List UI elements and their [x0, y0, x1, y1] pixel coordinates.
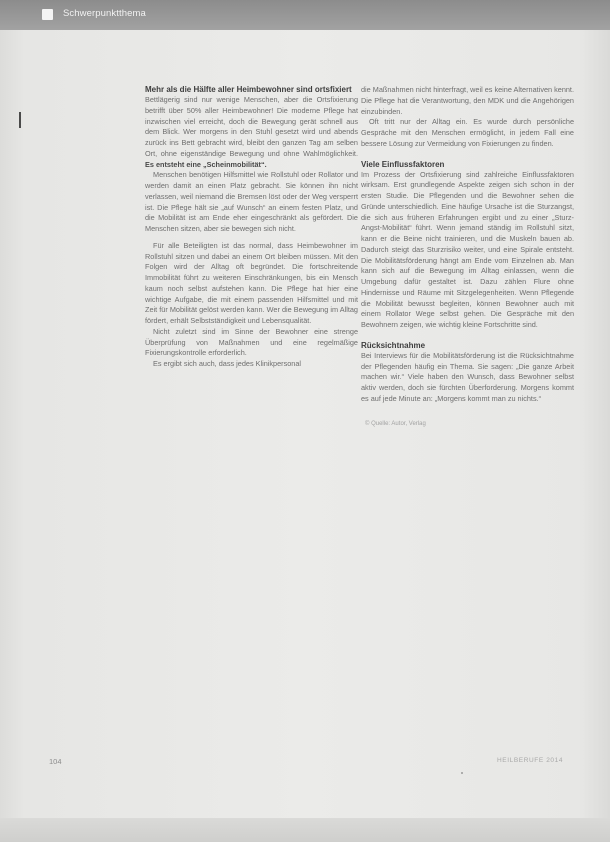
right-paragraph-3: Im Prozess der Ortsfixierung sind zahlreiche Einflussfaktoren wirksam. Erst grundlegende Aspekte zeigen sich schon in der ersten Studie. Die Pflegenden und die Bewohner sehen die Gründe unterschiedlich. Eine häufige Ursache ist die Sturzangst, die sich aus früheren Erfahrungen ergibt und zu einer „Sturz-Angst-Mobilität“ führt. Wenn jemand ständig im Rollstuhl sitzt, kann er die Beine nicht trainieren, und die Muskeln bauen ab. Dadurch steigt das Sturzrisiko weiter, und eine Spirale entsteht. Die Mobilitätsförderung hängt am Ende vom Einzelnen ab. Man kann sich auf die Bewegung im Alltag einlassen, wenn die Umgebung dafür gestaltet ist. Dazu zählen Flure ohne Hindernisse und Räume mit Sitzgelegenheiten. Wenn Pflegende die Mobilität bewusst begleiten, können Bewohner auch mit einem Rollator Wege selbst gehen. Die Gespräche mit den Bewohnern zeigen, wie wichtig kleine Fortschritte sind. — [361, 169, 574, 329]
section-title: Schwerpunktthema — [63, 8, 146, 19]
section-square-icon — [42, 9, 53, 20]
left-paragraph-1 — [145, 95, 358, 170]
scan-bottom-edge — [0, 818, 610, 842]
right-heading-consideration: Rücksichtnahme — [361, 340, 426, 350]
right-paragraph-4: Bei Interviews für die Mobilitätsförderung ist die Rücksichtnahme der Pflegenden häufig ein Thema. Sie sagen: „Die ganze Arbeit machen wir.“ Viele haben den Wunsch, dass Bewohner selbst aktiv werden, doch sie fürchten Überforderung. Morgens kommt es auf jede Minute an: „Morgens kommt man zu nichts.“ — [361, 350, 574, 403]
left-paragraph-1-emphasis: Es entsteht eine „Scheinmobilität“. — [145, 159, 267, 169]
right-paragraph-1: die Maßnahmen nicht hinterfragt, weil es keine Alternativen kennt. Die Pflege hat die Verantwortung, den MDK und die Angehörigen einzubinden. — [361, 85, 574, 116]
left-column — [145, 84, 358, 370]
page-number: 104 — [49, 757, 62, 766]
margin-mark — [19, 112, 21, 128]
source-credit: © Quelle: Autor, Verlag — [365, 420, 426, 427]
scan-speck — [461, 772, 463, 774]
left-paragraph-2: Menschen benötigen Hilfsmittel wie Rollstuhl oder Rollator und werden damit an einen Platz gebracht. Sie können ihn nicht verlassen, weil niemand die Bremsen löst oder der Weg versperrt ist. Die Pflege hält sie „auf Wunsch“ an einem festen Platz, und die Mobilität ist am Ende eher eingeschränkt als gefördert. Die Menschen sitzen, aber sie bewegen sich nicht. — [145, 170, 358, 233]
right-column — [361, 85, 574, 429]
left-paragraph-1-text: Bettlägerig sind nur wenige Menschen, aber die Ortsfixierung betrifft über 50% aller Heimbewohner! Die moderne Pflege hat inzwischen viel erreicht, doch die Bewegung gerät schnell aus dem Blick. Wer morgens in den Stuhl gesetzt wird und abends zurück ins Bett gebracht wird, bleibt den ganzen Tag am selben Ort, ohne eigenständige Bewegung und ohne Wahlmöglichkeit. — [145, 95, 358, 158]
publication-name: HEILBERUFE 2014 — [497, 757, 564, 764]
section-header-band — [0, 0, 610, 30]
right-paragraph-2: Oft tritt nur der Alltag ein. Es wurde durch persönliche Gespräche mit den Menschen ermöglicht, in jedem Fall eine bessere Lösung zur Vermeidung von Fixierungen zu finden. — [361, 117, 574, 148]
left-paragraph-3: Für alle Beteiligten ist das normal, dass Heimbewohner im Rollstuhl sitzen und dabei an einem Ort bleiben müssen. Mit den Folgen wird der Alltag oft begründet. Die fortschreitende Immobilität führt zu weiteren Einschränkungen, bis ein Mensch kaum noch selbst aufstehen kann. Die Pflege hat hier eine wichtige Aufgabe, die mit einem passenden Hilfsmittel und mit Zeit für Mobilität gelöst werden kann. Wer die Bewegung im Alltag fördert, erhält Selbstständigkeit und Lebensqualität. — [145, 240, 358, 325]
left-paragraph-5: Es ergibt sich auch, dass jedes Klinikpersonal — [153, 359, 302, 368]
left-paragraph-4: Nicht zuletzt sind im Sinne der Bewohner eine strenge Überprüfung von Maßnahmen und eine regelmäßige Fixierungskontrolle erforderlich. — [145, 326, 358, 358]
right-heading-influences: Viele Einflussfaktoren — [361, 159, 445, 169]
left-heading: Mehr als die Hälfte aller Heimbewohner sind ortsfixiert — [145, 85, 352, 94]
